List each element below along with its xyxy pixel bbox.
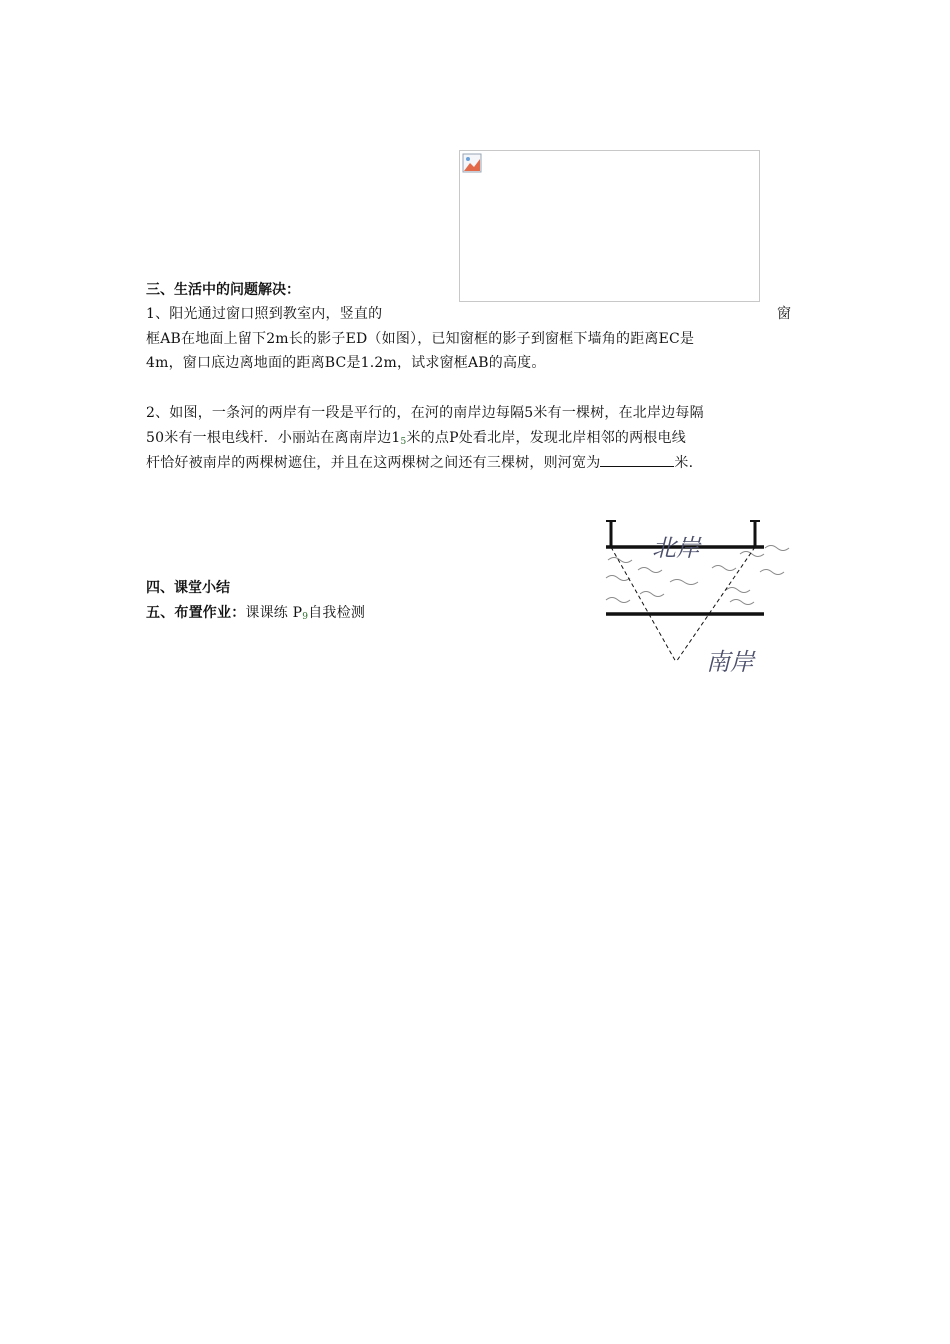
problem1-line1: 1、阳光通过窗口照到教室内，竖直的 [146, 306, 383, 322]
problem2-line3-b: 米. [674, 455, 694, 471]
problem2-line2 [146, 427, 686, 447]
window-figure-image [459, 150, 760, 302]
problem2-line2-a: 50米有一根电线杆．小丽站在离南岸边1 [146, 430, 401, 446]
river-diagram [600, 510, 790, 685]
south-bank-label: 南岸 [706, 648, 754, 676]
north-pole-right [750, 520, 760, 547]
section4-heading: 四、课堂小结 [146, 580, 230, 596]
problem2-line3 [146, 452, 693, 472]
problem1-line3: 4m，窗口底边离地面的距离BC是1.2m，试求窗框AB的高度。 [146, 355, 546, 371]
broken-image-icon [462, 153, 482, 173]
decimal-mark: 5 [400, 437, 407, 447]
problem2-line1: 2、如图，一条河的两岸有一段是平行的，在河的南岸边每隔5米有一棵树，在北岸边每隔 [146, 405, 704, 421]
section3-heading: 三、生活中的问题解决： [146, 282, 300, 298]
north-bank-label: 北岸 [652, 534, 700, 562]
problem1-line1-end: 窗 [777, 306, 791, 322]
section5-heading: 五、布置作业： [146, 605, 246, 621]
answer-blank[interactable] [600, 452, 674, 467]
problem2-line2-b: 米的点P处看北岸，发现北岸相邻的两根电线 [406, 430, 686, 446]
homework-text-b: 自我检测 [308, 605, 366, 621]
problem1-line2: 框AB在地面上留下2m长的影子ED（如图），已知窗框的影子到窗框下墙角的距离EC是 [146, 331, 695, 347]
homework-page-number: 9 [302, 612, 309, 622]
problem2-line3-a: 杆恰好被南岸的两棵树遮住，并且在这两棵树之间还有三棵树，则河宽为 [146, 455, 601, 471]
section5-line [146, 602, 365, 622]
homework-text-a: 课课练 P [245, 605, 303, 621]
sight-lines [611, 547, 755, 662]
north-pole-left [606, 520, 616, 547]
